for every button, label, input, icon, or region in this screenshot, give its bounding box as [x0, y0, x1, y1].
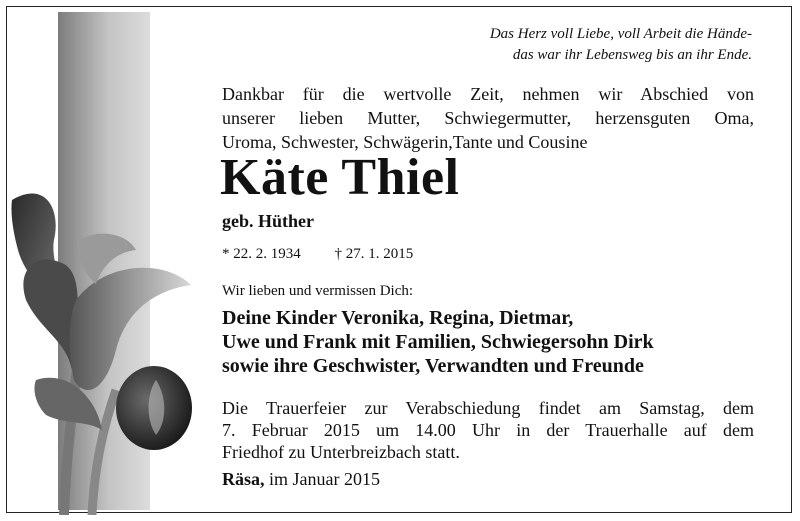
place-date — [222, 469, 380, 490]
family-line-2: Uwe und Frank mit Familien, Schwiegersohn Dirk — [222, 331, 654, 353]
intro-text — [222, 82, 754, 154]
funeral-line-3: Friedhof zu Unterbreizbach statt. — [222, 442, 460, 462]
family-line-3: sowie ihre Geschwister, Verwandten und Freunde — [222, 355, 644, 377]
calla-lily-icon — [6, 180, 206, 515]
love-line: Wir lieben und vermissen Dich: — [222, 283, 414, 299]
family-members — [222, 306, 762, 378]
intro-line-2: unserer lieben Mutter, Schwiegermutter, herzensguten Oma, — [222, 108, 754, 128]
motto-verse — [392, 24, 752, 66]
maiden-name: geb. Hüther — [222, 211, 314, 231]
deceased-name: Käte Thiel — [220, 149, 460, 206]
death-date: † 27. 1. 2015 — [334, 246, 414, 262]
place-date-text: im Januar 2015 — [269, 469, 380, 489]
intro-line-3: Uroma, Schwester, Schwägerin,Tante und Cousine — [222, 132, 588, 152]
place-town: Räsa, — [222, 469, 265, 489]
funeral-info — [222, 397, 754, 463]
funeral-line-1: Die Trauerfeier zur Verabschiedung findet am Samstag, dem — [222, 398, 754, 418]
life-dates — [222, 246, 413, 263]
birth-date: * 22. 2. 1934 — [222, 246, 301, 262]
motto-line-1: Das Herz voll Liebe, voll Arbeit die Hände- — [489, 26, 752, 42]
motto-line-2: das war ihr Lebensweg bis an ihr Ende. — [512, 47, 752, 63]
intro-line-1: Dankbar für die wertvolle Zeit, nehmen wir Abschied von — [222, 84, 754, 104]
funeral-line-2: 7. Februar 2015 um 14.00 Uhr in der Trauerhalle auf dem — [222, 420, 754, 440]
family-line-1: Deine Kinder Veronika, Regina, Dietmar, — [222, 307, 574, 329]
